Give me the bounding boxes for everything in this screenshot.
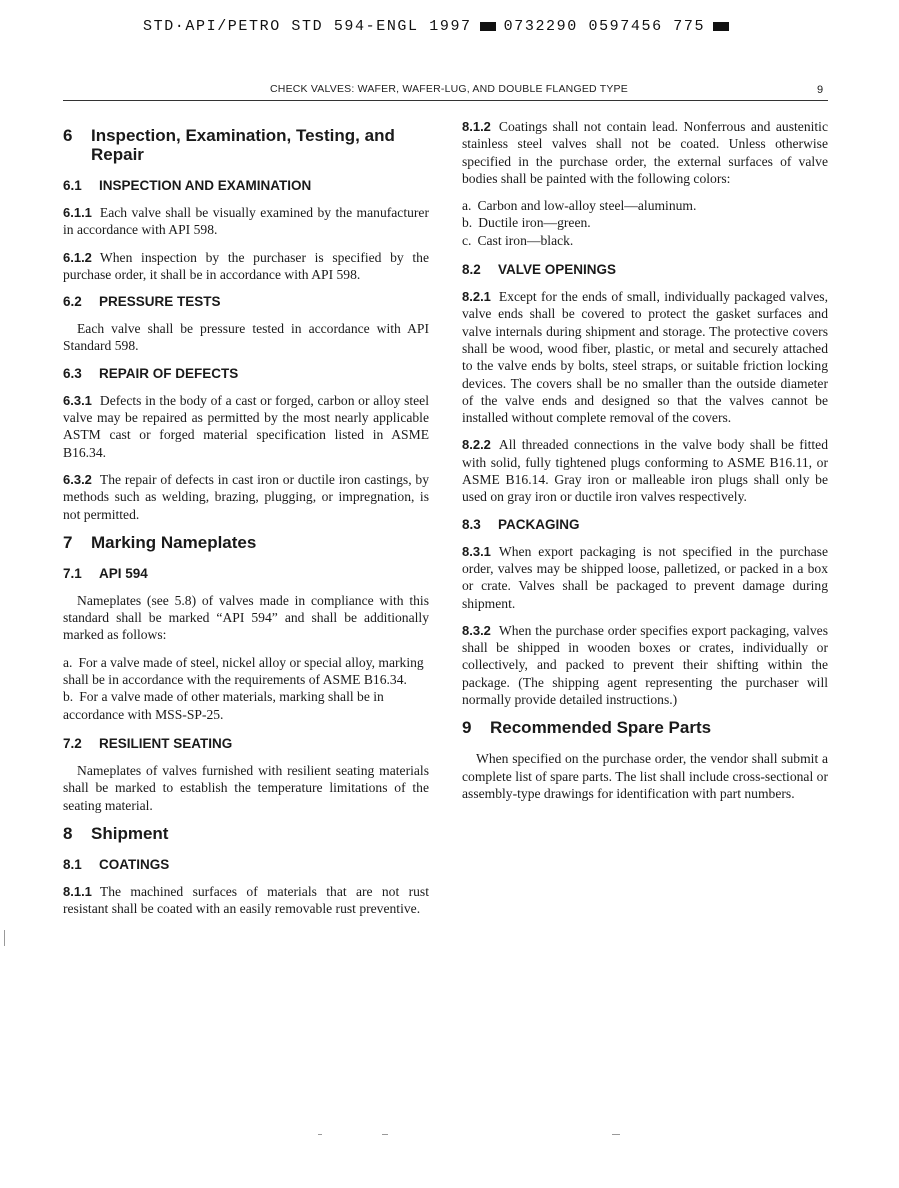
heading-text: COATINGS xyxy=(99,856,170,872)
subsection-heading-8-1 xyxy=(63,856,429,873)
paragraph-number: 8.2.2 xyxy=(462,437,491,453)
list-item xyxy=(63,688,429,723)
paragraph xyxy=(63,592,429,644)
paragraph-text: Coatings shall not contain lead. Nonferrous and austenitic stainless steel valves shall not be coated. Unless otherwise specified in the purchase order, the external surfaces of valve bodies shall be painted with the following colors: xyxy=(462,119,828,186)
paragraph-number: 8.1.2 xyxy=(462,119,491,134)
paragraph-8-1-1 xyxy=(63,883,429,918)
heading-text: INSPECTION AND EXAMINATION xyxy=(99,178,312,193)
paragraph-8-3-1 xyxy=(462,543,828,612)
paragraph-8-1-2 xyxy=(462,118,828,187)
heading-number: 7.1 xyxy=(63,565,82,581)
scan-speck xyxy=(4,930,5,946)
heading-number: 8.1 xyxy=(63,856,82,872)
heading-text: PRESSURE TESTS xyxy=(99,294,221,310)
paragraph-number: 6.1.1 xyxy=(63,205,92,220)
heading-number: 7.2 xyxy=(63,735,82,751)
list-item-text: For a valve made of other materials, marking shall be in accordance with MSS-SP-25. xyxy=(63,689,384,722)
heading-number: 8.2 xyxy=(462,262,481,278)
heading-number: 8.3 xyxy=(462,516,481,532)
subsection-heading-7-2 xyxy=(63,735,429,752)
subsection-heading-6-2 xyxy=(63,293,429,310)
paragraph-6-1-2 xyxy=(63,249,429,284)
paragraph-8-3-2 xyxy=(462,622,828,708)
scan-speck xyxy=(382,1134,388,1135)
list-item xyxy=(462,214,828,231)
list-item-marker: a. xyxy=(462,198,472,214)
paragraph xyxy=(63,320,429,355)
heading-text: RESILIENT SEATING xyxy=(99,735,233,751)
paragraph-text: When inspection by the purchaser is specified by the purchase order, it shall be in accordance with API 598. xyxy=(63,249,429,282)
paragraph-number: 8.1.1 xyxy=(63,883,92,899)
paragraph xyxy=(63,762,429,814)
paragraph-number: 6.3.2 xyxy=(63,471,92,487)
stamp-block-mark xyxy=(713,22,729,31)
list-item-marker: b. xyxy=(63,689,74,705)
stamp-code-1: 0732290 xyxy=(503,18,578,35)
paragraph-number: 8.2.1 xyxy=(462,289,491,305)
heading-number: 6.1 xyxy=(63,178,82,193)
list-item-marker: c. xyxy=(462,232,472,248)
list-item-text: Ductile iron—green. xyxy=(478,215,591,231)
subsection-heading-6-1 xyxy=(63,177,429,194)
subsection-heading-8-3 xyxy=(462,516,828,533)
heading-text: Shipment xyxy=(91,823,169,843)
stamp-code-2: 0597456 775 xyxy=(588,18,706,35)
heading-text: Marking Nameplates xyxy=(91,532,257,552)
left-column xyxy=(63,118,429,927)
section-heading-6 xyxy=(63,126,429,164)
paragraph-text: When specified on the purchase order, the vendor shall submit a complete list of spare parts. The list shall include cross-sectional or assembly-type drawings for identification with part numbers. xyxy=(462,751,828,801)
heading-number: 7 xyxy=(63,532,73,552)
section-heading-8 xyxy=(63,824,429,843)
paragraph-text: Each valve shall be visually examined by the manufacturer in accordance with API 598. xyxy=(63,205,429,238)
stamp-block-mark xyxy=(480,22,496,31)
paragraph-number: 8.3.2 xyxy=(462,622,491,638)
paragraph xyxy=(462,750,828,802)
paragraph-text: Except for the ends of small, individually packaged valves, valve ends shall be covered to protect the gasket surfaces and valve internals during shipment and storage. The protective covers shall be wood, wood fiber, plastic, or metal and securely attached to the valve ends by bolts, steel straps, or suitable friction locking devices. The covers shall be no smaller than the outside diameter of the valve ends and designed so that the valves cannot be installed without complete removal of the covers. xyxy=(462,289,828,426)
paragraph-text: Nameplates of valves furnished with resilient seating materials shall be marked to establish the temperature limitations of the seating material. xyxy=(63,762,429,813)
heading-number: 8 xyxy=(63,823,73,843)
list-item-marker: b. xyxy=(462,215,473,231)
scan-speck xyxy=(318,1134,322,1135)
page-number: 9 xyxy=(817,84,824,96)
heading-number: 6 xyxy=(63,126,73,145)
paragraph-text: Defects in the body of a cast or forged, carbon or alloy steel valve may be repaired as permitted by the most nearly applicable ASTM cast or forged material specification listed in ASME B16.34. xyxy=(63,392,429,460)
section-heading-7 xyxy=(63,533,429,552)
paragraph-number: 8.3.1 xyxy=(462,543,491,559)
paragraph-text: When the purchase order specifies export packaging, valves shall be shipped in wooden boxes or crates, individually or collectively, and packed to prevent their shifting within the package. (The shipping agent representing the purchaser will normally provide detailed instructions.) xyxy=(462,622,828,708)
heading-text: VALVE OPENINGS xyxy=(498,262,617,278)
paragraph-6-1-1 xyxy=(63,204,429,239)
heading-number: 6.2 xyxy=(63,294,82,310)
list-item-text: For a valve made of steel, nickel alloy or special alloy, marking shall be in accordance with the requirements of ASME B16.34. xyxy=(63,654,424,688)
stamp-standard-id: STD·API/PETRO STD 594-ENGL 1997 xyxy=(143,18,472,35)
paragraph-number: 6.3.1 xyxy=(63,392,92,408)
subsection-heading-6-3 xyxy=(63,365,429,382)
paragraph-number: 6.1.2 xyxy=(63,249,92,265)
list-item-marker: a. xyxy=(63,654,73,670)
paragraph-8-2-1 xyxy=(462,288,828,426)
section-heading-9 xyxy=(462,718,828,737)
paragraph-6-3-2 xyxy=(63,471,429,523)
paragraph-text: All threaded connections in the valve body shall be fitted with solid, fully tightened plugs conforming to ASME B16.11, or ASME B16.14. Gray iron or malleable iron plugs shall only be used on gray iron or ductile iron valves respectively. xyxy=(462,437,828,505)
lettered-list xyxy=(462,197,828,249)
list-item xyxy=(63,654,429,689)
heading-text: Recommended Spare Parts xyxy=(490,718,712,738)
header-rule xyxy=(63,100,828,101)
list-item xyxy=(462,197,828,214)
list-item-text: Cast iron—black. xyxy=(477,232,574,248)
paragraph-text: When export packaging is not specified in the purchase order, valves may be shipped loose, palletized, or packed in a box or crate. Valves shall be packaged to prevent damage during shipment. xyxy=(462,543,828,611)
list-item xyxy=(462,232,828,249)
paragraph-text: The machined surfaces of materials that are not rust resistant shall be coated with an easily removable rust preventive. xyxy=(63,883,429,917)
scan-speck xyxy=(612,1134,620,1135)
list-item-text: Carbon and low-alloy steel—aluminum. xyxy=(477,198,697,214)
paragraph-text: The repair of defects in cast iron or ductile iron castings, by methods such as welding, brazing, plugging, or impregnation, is not permitted. xyxy=(63,471,429,522)
paragraph-6-3-1 xyxy=(63,392,429,461)
subsection-heading-8-2 xyxy=(462,261,828,278)
heading-text: REPAIR OF DEFECTS xyxy=(99,365,239,381)
paragraph-8-2-2 xyxy=(462,436,828,505)
running-head: CHECK VALVES: WAFER, WAFER-LUG, AND DOUBLE FLANGED TYPE xyxy=(270,83,628,95)
lettered-list xyxy=(63,654,429,723)
paragraph-text: Each valve shall be pressure tested in accordance with API Standard 598. xyxy=(63,321,429,354)
heading-number: 6.3 xyxy=(63,365,82,381)
heading-text: PACKAGING xyxy=(498,516,580,532)
subsection-heading-7-1 xyxy=(63,565,429,582)
heading-number: 9 xyxy=(462,718,472,738)
right-column xyxy=(462,118,828,812)
heading-text: API 594 xyxy=(99,565,148,581)
document-control-stamp xyxy=(143,18,737,35)
paragraph-text: Nameplates (see 5.8) of valves made in compliance with this standard shall be marked “API 594” and shall be additionally marked as follows: xyxy=(63,592,429,643)
heading-text: Inspection, Examination, Testing, and Repair xyxy=(91,126,395,164)
